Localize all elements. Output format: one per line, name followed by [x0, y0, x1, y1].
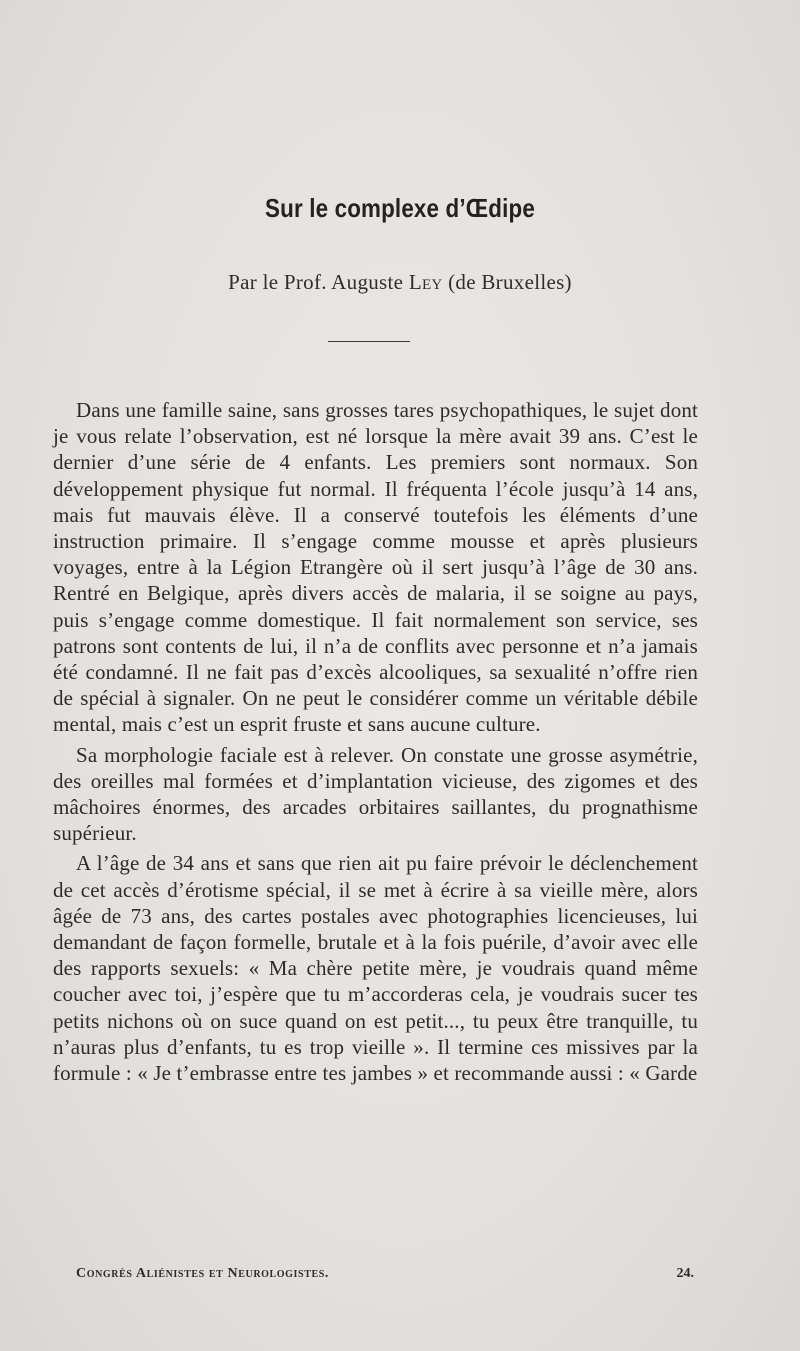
article-title: Sur le complexe d’Œdipe — [265, 193, 535, 223]
paragraph: A l’âge de 34 ans et sans que rien ait pu faire prévoir le déclenchement de cet accès d’érotisme spécial, il se met à écrire à sa vieille mère, alors âgée de 73 ans, des cartes postales avec photographies licencieuses, lui demandant de façon formelle, brutale et à la fois puérile, d’avoir avec elle des rapports sexuels: « Ma chère petite mère, je voudrais quand même coucher avec toi, j’espère que tu m’accorderas cela, je voudrais sucer tes petits nichons où on suce quand on est petit..., tu peux être tranquille, tu n’auras plus d’enfants, tu es trop vieille ». Il termine ces missives par la formule : « Je t’embrasse entre tes jambes » et recommande aussi : « Garde — [53, 851, 698, 1086]
article-body — [53, 397, 698, 1086]
paragraph: Sa morphologie faciale est à relever. On constate une grosse asymétrie, des oreilles mal formées et d’implantation vicieuse, des zigomes et des mâchoires énormes, des arcades orbitaires saillantes, du prognathisme supérieur. — [53, 742, 698, 846]
byline-prefix: Par le Prof. Auguste — [228, 270, 409, 294]
section-divider — [328, 341, 410, 342]
signature-mark: 24. — [676, 1266, 694, 1281]
author-surname: Ley — [408, 270, 443, 294]
byline-suffix: (de Bruxelles) — [442, 270, 572, 294]
running-footer-title: Congrès Aliénistes et Neurologistes. — [76, 1266, 330, 1281]
page-footer — [76, 1266, 694, 1288]
paragraph: Dans une famille saine, sans grosses tares psychopathiques, le sujet dont je vous relate l’observation, est né lorsque la mère avait 39 ans. C’est le dernier d’une série de 4 enfants. Les premiers sont normaux. Son développement physique fut normal. Il fréquenta l’école jusqu’à 14 ans, mais fut mauvais élève. Il a conservé toutefois les éléments d’une instruction primaire. Il s’engage comme mousse et après plusieurs voyages, entre à la Légion Etrangère où il sert jusqu’à l’âge de 30 ans. Rentré en Belgique, après divers accès de malaria, il se soigne au pays, puis s’engage comme domestique. Il fait normalement son service, ses patrons sont contents de lui, il n’a de conflits avec personne et n’a jamais été condamné. Il ne fait pas d’excès alcooliques, sa sexualité n’offre rien de spécial à signaler. On ne peut le considérer comme un véritable débile mental, mais c’est un esprit fruste et sans aucune culture. — [53, 398, 698, 737]
author-byline — [0, 270, 800, 295]
